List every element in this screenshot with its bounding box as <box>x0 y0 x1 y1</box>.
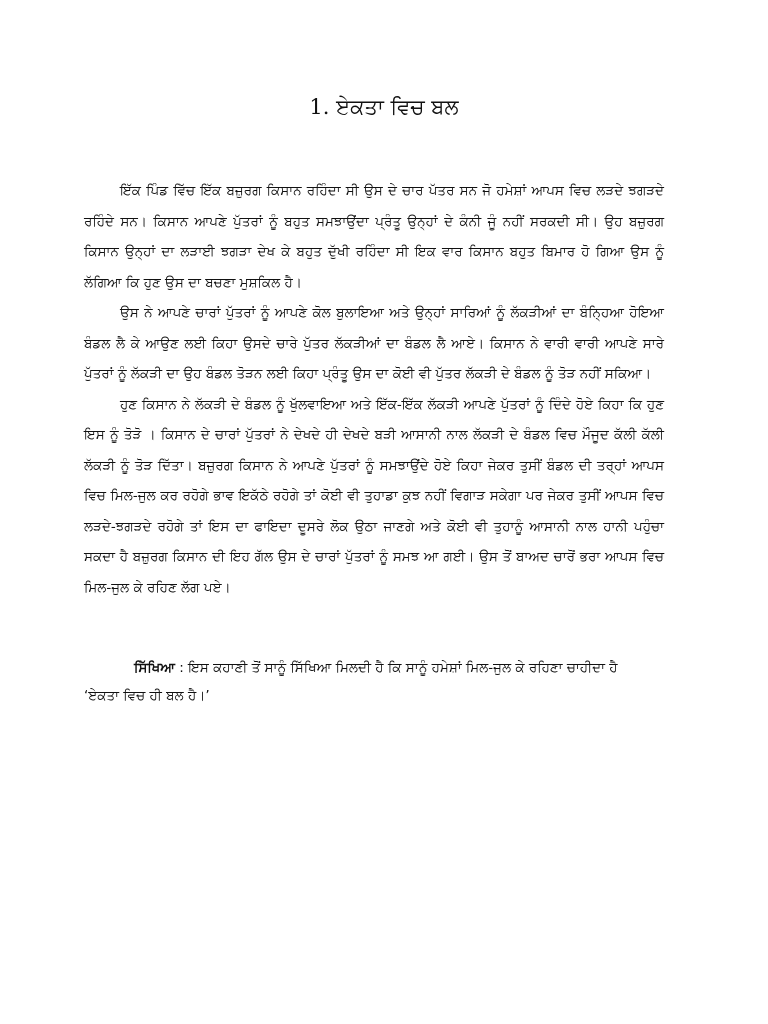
moral-quote: ‘ਏਕਤਾ ਵਿਚ ਹੀ ਬਲ ਹੈ।’ <box>84 688 210 704</box>
story-paragraph-3: ਹੁਣ ਕਿਸਾਨ ਨੇ ਲੱਕੜੀ ਦੇ ਬੰਡਲ ਨੂੰ ਖੁੱਲਵਾਇਆ ਅਤੇ ਇੱਕ-ਇੱਕ ਲੱਕੜੀ ਆਪਣੇ ਪੁੱਤਰਾਂ ਨੂੰ ਦਿੰਦੇ ਹੋਏ ਕਿਹਾ ਕਿ ਹੁਣ ਇਸ ਨੂੰ ਤੋੜੋ । ਕਿਸਾਨ ਦੇ ਚਾਰਾਂ ਪੁੱਤਰਾਂ ਨੇ ਦੇਖਦੇ ਹੀ ਦੇਖਦੇ ਬੜੀ ਆਸਾਨੀ ਨਾਲ ਲੱਕੜੀ ਦੇ ਬੰਡਲ ਵਿਚ ਮੌਜੂਦ ਕੱਲੀ ਕੱਲੀ ਲੱਕੜੀ ਨੂੰ ਤੋੜ ਦਿੱਤਾ। ਬਜ਼ੁਰਗ ਕਿਸਾਨ ਨੇ ਆਪਣੇ ਪੁੱਤਰਾਂ ਨੂੰ ਸਮਝਾਉਂਦੇ ਹੋਏ ਕਿਹਾ ਜੇਕਰ ਤੁਸੀਂ ਬੰਡਲ ਦੀ ਤਰ੍ਹਾਂ ਆਪਸ ਵਿਚ ਮਿਲ-ਜੁਲ ਕਰ ਰਹੋਗੇ ਭਾਵ ਇਕੱਠੇ ਰਹੋਗੇ ਤਾਂ ਕੋਈ ਵੀ ਤੁਹਾਡਾ ਕੁਝ ਨਹੀਂ ਵਿਗਾੜ ਸਕੇਗਾ ਪਰ ਜੇਕਰ ਤੁਸੀਂ ਆਪਸ ਵਿਚ ਲੜਦੇ-ਝਗੜਦੇ ਰਹੋਗੇ ਤਾਂ ਇਸ ਦਾ ਫਾਇਦਾ ਦੂਸਰੇ ਲੋਕ ਉਠਾ ਜਾਣਗੇ ਅਤੇ ਕੋਈ ਵੀ ਤੁਹਾਨੂੰ ਆਸਾਨੀ ਨਾਲ ਹਾਨੀ ਪਹੁੰਚਾ ਸਕਦਾ ਹੈ ਬਜ਼ੁਰਗ ਕਿਸਾਨ ਦੀ ਇਹ ਗੱਲ ਉਸ ਦੇ ਚਾਰਾਂ ਪੁੱਤਰਾਂ ਨੂੰ ਸਮਝ ਆ ਗਈ। ਉਸ ਤੋਂ ਬਾਅਦ ਚਾਰੋਂ ਭਰਾ ਆਪਸ ਵਿਚ ਮਿਲ-ਜੁਲ ਕੇ ਰਹਿਣ ਲੱਗ ਪਏ। <box>84 396 664 596</box>
story-paragraph-1: ਇੱਕ ਪਿੰਡ ਵਿੱਚ ਇੱਕ ਬਜ਼ੁਰਗ ਕਿਸਾਨ ਰਹਿੰਦਾ ਸੀ ਉਸ ਦੇ ਚਾਰ ਪੱਤਰ ਸਨ ਜੋ ਹਮੇਸ਼ਾਂ ਆਪਸ ਵਿਚ ਲੜਦੇ ਝਗੜਦੇ ਰਹਿੰਦੇ ਸਨ। ਕਿਸਾਨ ਆਪਣੇ ਪੁੱਤਰਾਂ ਨੂੰ ਬਹੁਤ ਸਮਝਾਉਂਦਾ ਪ੍ਰੰਤੂ ਉਨ੍ਹਾਂ ਦੇ ਕੰਨੀ ਜੂੰ ਨਹੀਂ ਸਰਕਦੀ ਸੀ। ਉਹ ਬਜ਼ੁਰਗ ਕਿਸਾਨ ਉਨ੍ਹਾਂ ਦਾ ਲੜਾਈ ਝਗੜਾ ਦੇਖ ਕੇ ਬਹੁਤ ਦੁੱਖੀ ਰਹਿੰਦਾ ਸੀ ਇਕ ਵਾਰ ਕਿਸਾਨ ਬਹੁਤ ਬਿਮਾਰ ਹੋ ਗਿਆ ਉਸ ਨੂੰ ਲੱਗਿਆ ਕਿ ਹੁਣ ਉਸ ਦਾ ਬਚਣਾ ਮੁਸ਼ਕਿਲ ਹੈ। <box>84 183 664 291</box>
story-body <box>84 176 664 603</box>
moral-text: ਇਸ ਕਹਾਣੀ ਤੋਂ ਸਾਨੂੰ ਸਿੱਖਿਆ ਮਿਲਦੀ ਹੈ ਕਿ ਸਾਨੂੰ ਹਮੇਸ਼ਾਂ ਮਿਲ-ਜੁਲ ਕੇ ਰਹਿਣਾ ਚਾਹੀਦਾ ਹੈ <box>188 660 618 676</box>
moral-section <box>84 654 664 710</box>
story-paragraph-2: ਉਸ ਨੇ ਆਪਣੇ ਚਾਰਾਂ ਪੁੱਤਰਾਂ ਨੂੰ ਆਪਣੇ ਕੋਲ ਬੁਲਾਇਆ ਅਤੇ ਉਨ੍ਹਾਂ ਸਾਰਿਆਂ ਨੂੰ ਲੱਕੜੀਆਂ ਦਾ ਬੰਨ੍ਹਿਆ ਹੋਇਆ ਬੰਡਲ ਲੈ ਕੇ ਆਉਣ ਲਈ ਕਿਹਾ ਉਸਦੇ ਚਾਰੇ ਪੁੱਤਰ ਲੱਕੜੀਆਂ ਦਾ ਬੰਡਲ ਲੈ ਆਏ। ਕਿਸਾਨ ਨੇ ਵਾਰੀ ਵਾਰੀ ਆਪਣੇ ਸਾਰੇ ਪੁੱਤਰਾਂ ਨੂੰ ਲੱਕੜੀ ਦਾ ਉਹ ਬੰਡਲ ਤੋੜਨ ਲਈ ਕਿਹਾ ਪ੍ਰੰਤੂ ਉਸ ਦਾ ਕੋਈ ਵੀ ਪੁੱਤਰ ਲੱਕੜੀ ਦੇ ਬੰਡਲ ਨੂੰ ਤੋੜ ਨਹੀਂ ਸਕਿਆ। <box>84 305 664 382</box>
moral-label: ਸਿੱਖਿਆ <box>134 660 175 676</box>
page-title: 1. ਏਕਤਾ ਵਿਚ ਬਲ <box>309 95 459 119</box>
moral-separator: : <box>174 660 189 676</box>
moral-line <box>84 654 664 682</box>
